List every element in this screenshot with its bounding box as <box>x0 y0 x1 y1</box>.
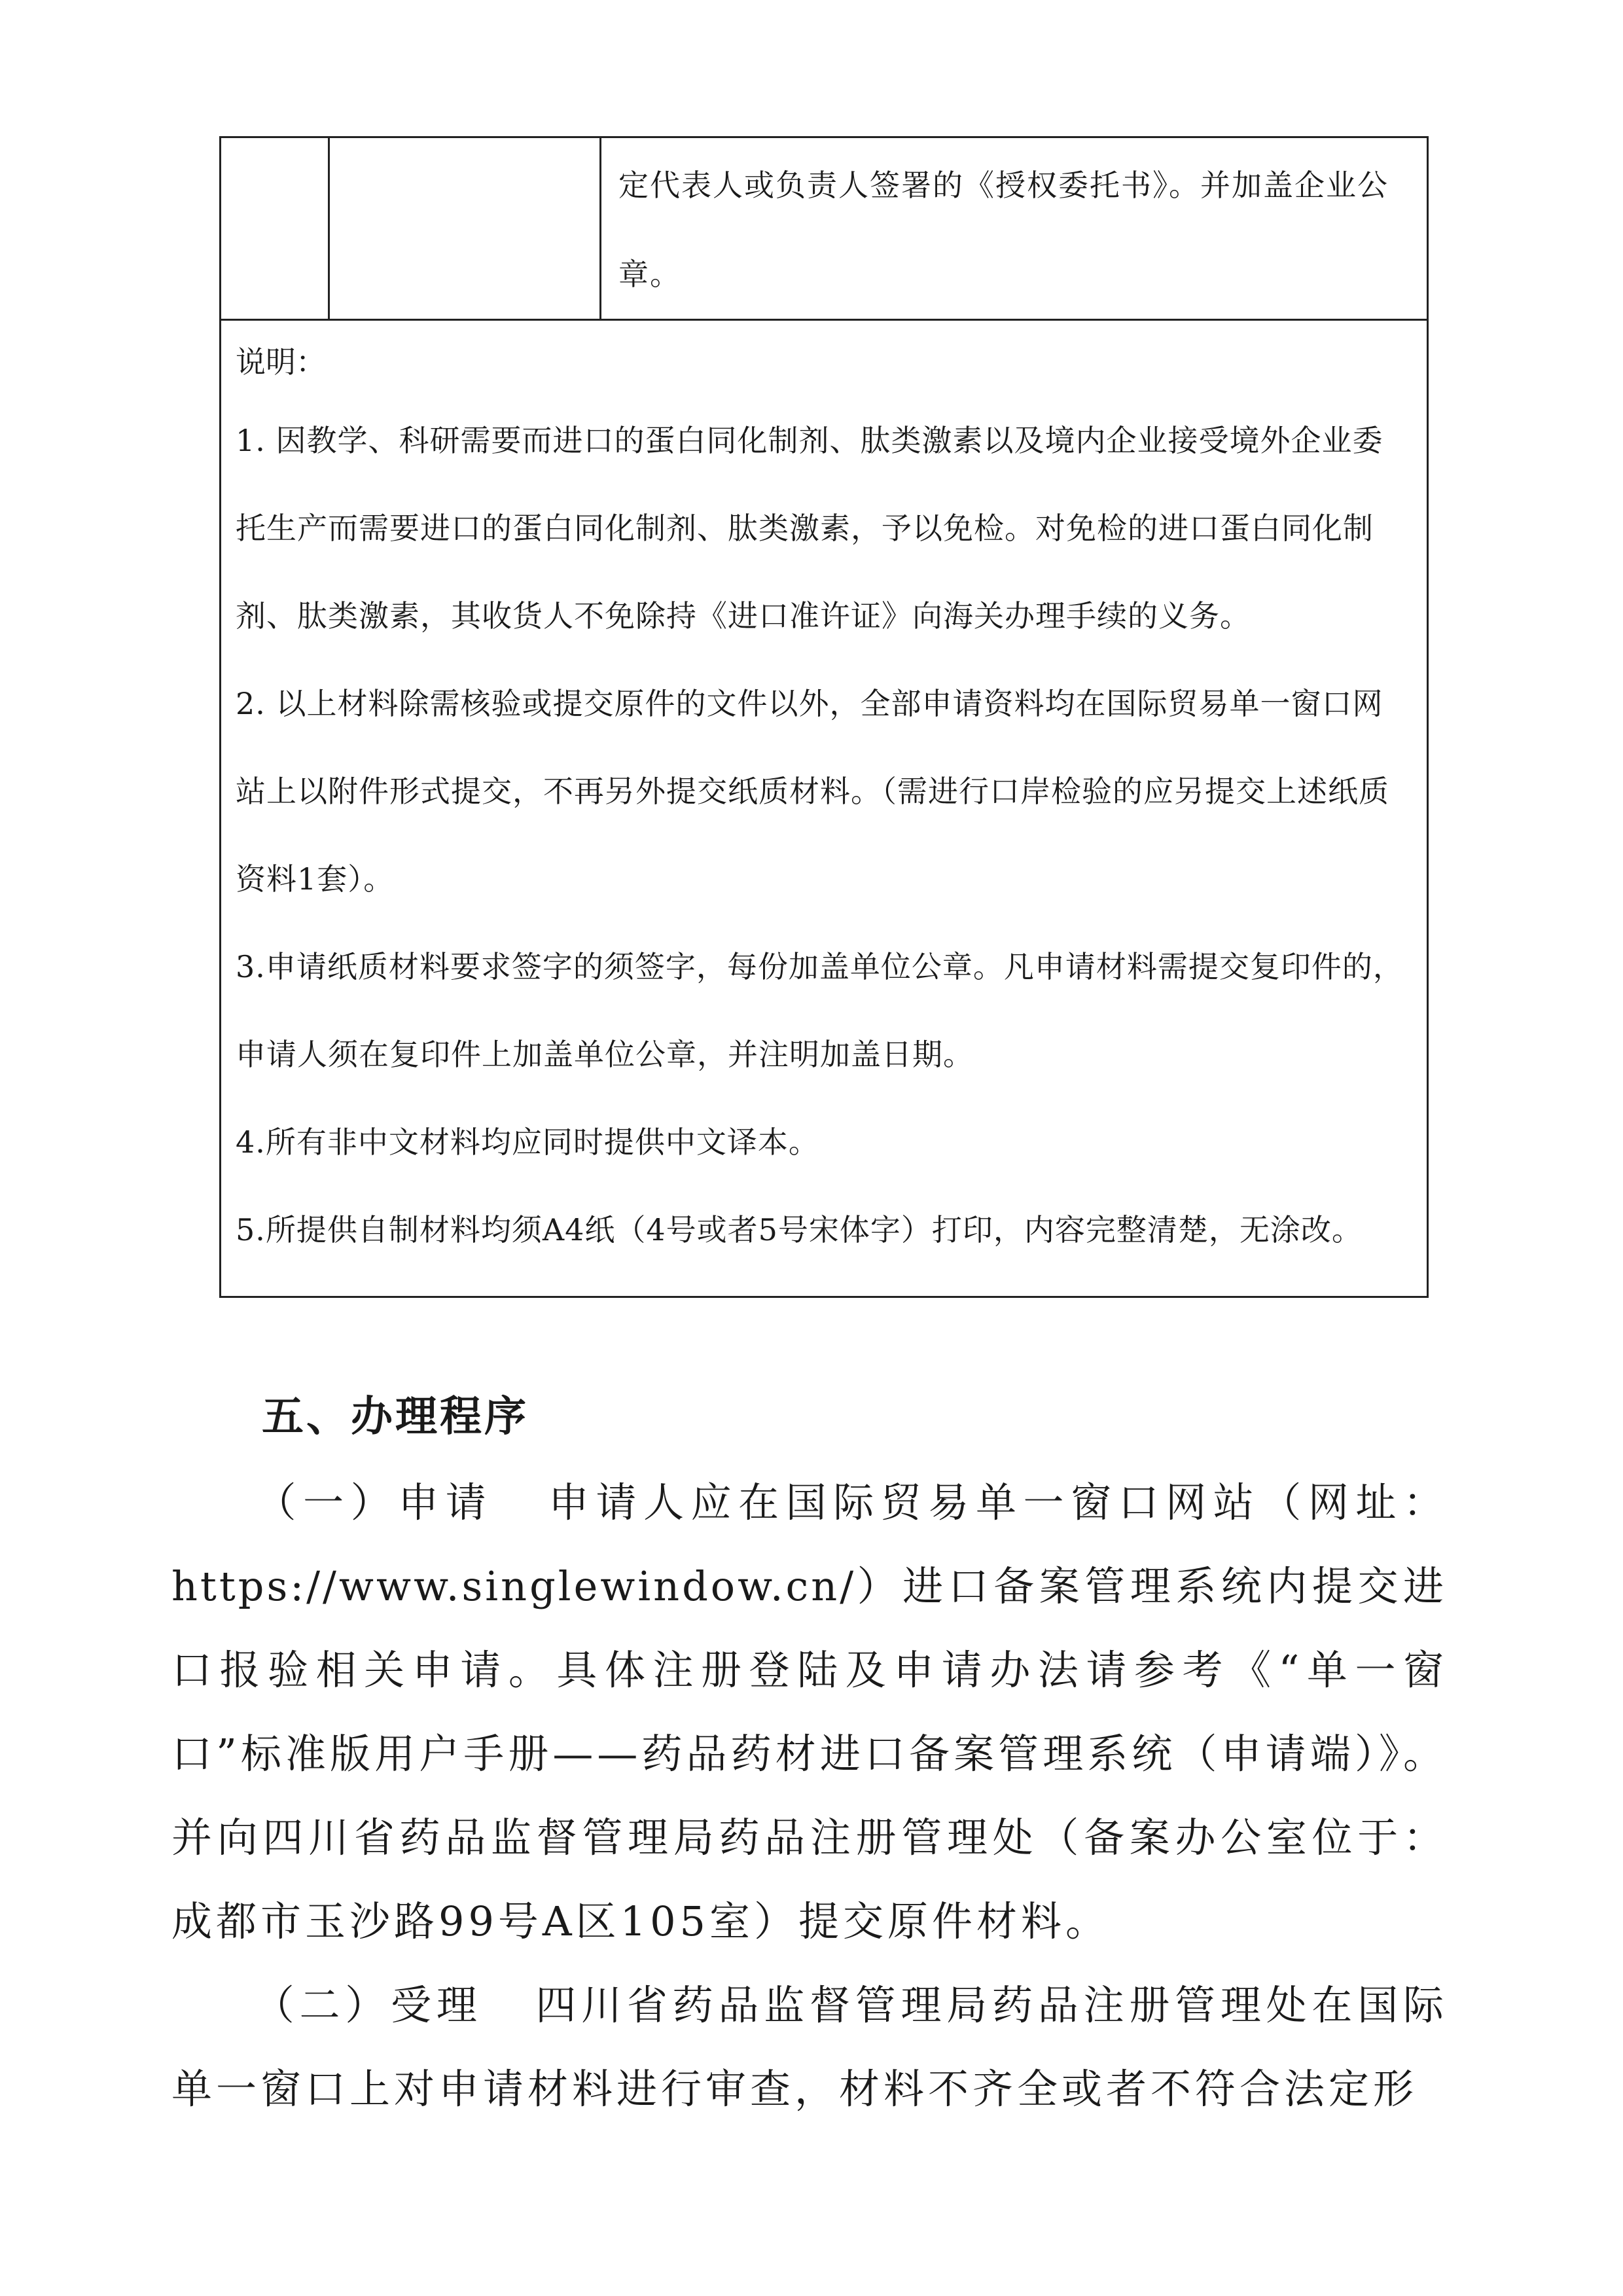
table-cell-requirement <box>601 137 1428 320</box>
note-item-5: 5.所提供自制材料均须A4纸（4号或者5号宋体字）打印，内容完整清楚，无涂改。 <box>236 1212 1363 1247</box>
procedure-step-apply <box>171 1461 1448 1964</box>
requirements-table <box>219 136 1429 1298</box>
step-text-accept: 四川省药品监督管理局药品注册管理处在国际单一窗口上对申请材料进行审查，材料不齐全或者不符合法定形 <box>171 1981 1448 2113</box>
note-item-1: 1. 因教学、科研需要而进口的蛋白同化制剂、肽类激素以及境内企业接受境外企业委托生产而需要进口的蛋白同化制剂、肽类激素，予以免检。对免检的进口蛋白同化制剂、肽类激素，其收货人不免除持《进口准许证》向海关办理手续的义务。 <box>236 423 1383 634</box>
step-label-accept: （二）受理 <box>253 1981 482 2029</box>
step-text-apply-b: ）进口备案管理系统内提交进口报验相关申请。具体注册登陆及申请办法请参考《“单一窗口”标准版用户手册——药品药材进口备案管理系统（申请端）》。并向四川省药品监督管理局药品注册管理处（备案办公室位于：成都市玉沙路99号A区105室）提交原件材料。 <box>171 1562 1448 1945</box>
note-item-2: 2. 以上材料除需核验或提交原件的文件以外，全部申请资料均在国际贸易单一窗口网站上以附件形式提交，不再另外提交纸质材料。（需进行口岸检验的应另提交上述纸质资料1套）。 <box>236 686 1389 897</box>
table-row <box>221 137 1428 320</box>
table-cell-index <box>221 137 329 320</box>
table-cell-name <box>329 137 601 320</box>
step-label-apply: （一）申请 <box>253 1479 493 1526</box>
note-item-4: 4.所有非中文材料均应同时提供中文译本。 <box>236 1124 819 1160</box>
continuation-text: 定代表人或负责人签署的《授权委托书》。并加盖企业公章。 <box>618 168 1389 292</box>
notes-row <box>221 320 1428 1297</box>
notes-heading: 说明： <box>236 344 326 380</box>
notes-cell <box>221 320 1428 1297</box>
section-heading: 五、办理程序 <box>262 1393 529 1441</box>
procedure-step-accept <box>171 1964 1448 2131</box>
singlewindow-url: https://www.singlewindow.cn/ <box>171 1562 857 1610</box>
step-text-apply-a: 申请人应在国际贸易单一窗口网站（网址： <box>545 1479 1448 1526</box>
note-item-3: 3.申请纸质材料要求签字的须签字，每份加盖单位公章。凡申请材料需提交复印件的，申请人须在复印件上加盖单位公章，并注明加盖日期。 <box>236 949 1404 1072</box>
